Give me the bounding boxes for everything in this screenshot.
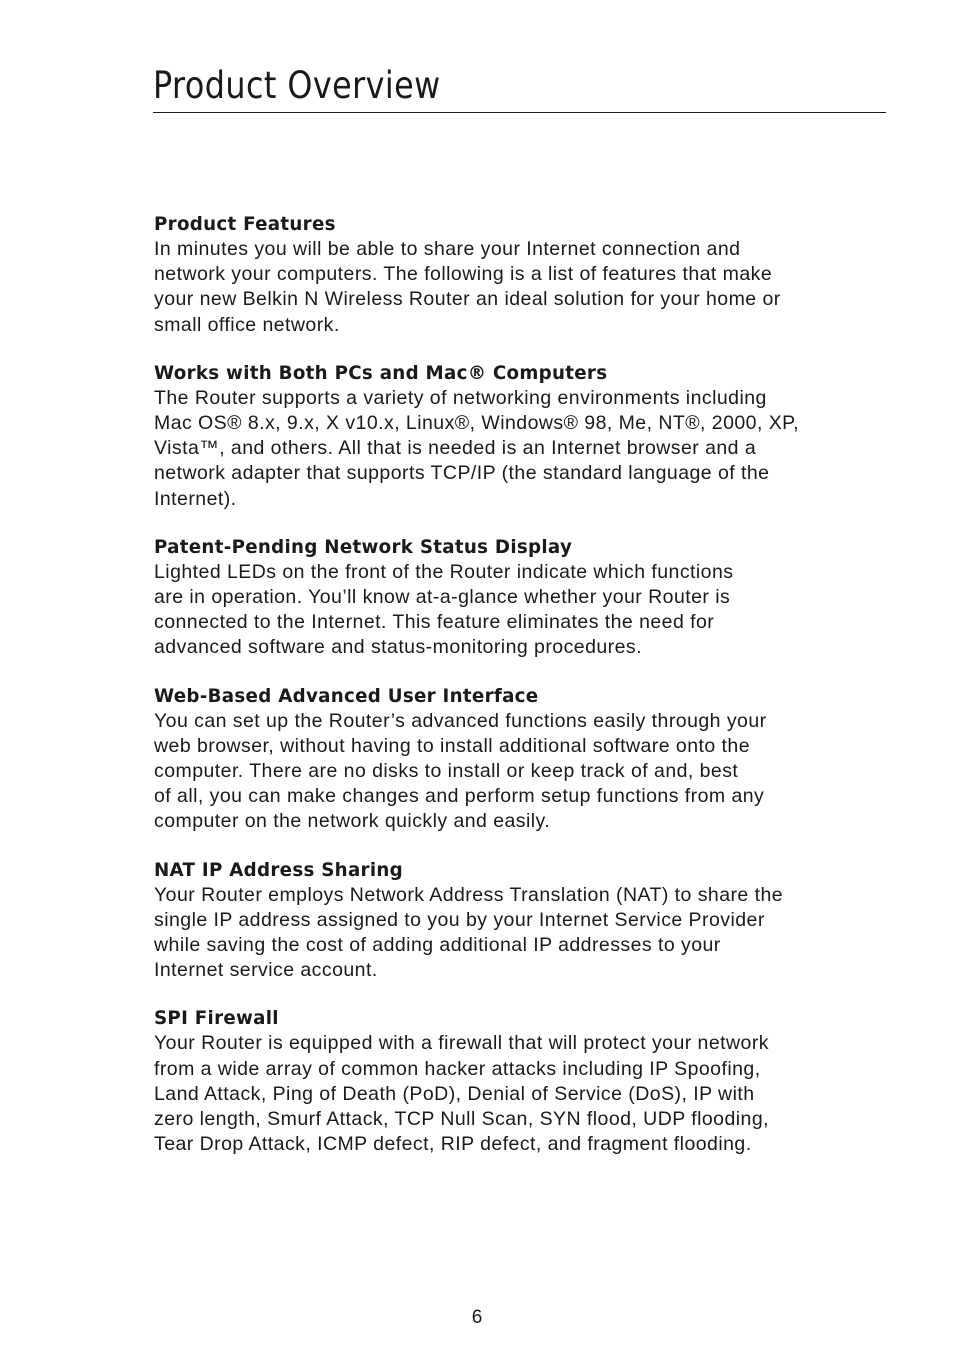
page-number: 6 xyxy=(471,1307,483,1328)
section-paragraph xyxy=(154,237,864,338)
paragraph-line: from a wide array of common hacker attacks including IP Spoofing, xyxy=(154,1057,761,1080)
paragraph-line: computer. There are no disks to install or keep track of and, best xyxy=(154,760,739,783)
paragraph-line: computer on the network quickly and easily. xyxy=(154,810,551,833)
paragraph-line: Tear Drop Attack, ICMP defect, RIP defect, and fragment flooding. xyxy=(154,1133,752,1156)
paragraph-line: your new Belkin N Wireless Router an ideal solution for your home or xyxy=(154,288,781,311)
paragraph-line: Internet service account. xyxy=(154,959,378,982)
paragraph-line: zero length, Smurf Attack, TCP Null Scan, SYN flood, UDP flooding, xyxy=(154,1108,769,1131)
paragraph-line: are in operation. You’ll know at-a-glance whether your Router is xyxy=(154,586,731,609)
paragraph-line: small office network. xyxy=(154,313,340,336)
section-pc-mac-compatibility xyxy=(154,360,864,512)
paragraph-line: Your Router is equipped with a firewall that will protect your network xyxy=(154,1032,769,1055)
section-heading: Works with Both PCs and Mac® Computers xyxy=(154,361,608,384)
section-network-status-display xyxy=(154,534,864,661)
paragraph-line: advanced software and status-monitoring procedures. xyxy=(154,636,642,659)
section-heading: SPI Firewall xyxy=(154,1007,279,1030)
title-divider xyxy=(153,112,886,113)
paragraph-line: In minutes you will be able to share your Internet connection and xyxy=(154,238,741,260)
paragraph-line: network your computers. The following is a list of features that make xyxy=(154,263,773,286)
section-heading: Web-Based Advanced User Interface xyxy=(154,684,539,707)
section-heading: NAT IP Address Sharing xyxy=(154,858,403,881)
paragraph-line: while saving the cost of adding additional IP addresses to your xyxy=(154,934,721,957)
section-heading: Product Features xyxy=(154,213,336,235)
paragraph-line: Vista™, and others. All that is needed is an Internet browser and a xyxy=(154,437,757,460)
section-paragraph xyxy=(154,560,864,661)
paragraph-line: of all, you can make changes and perform setup functions from any xyxy=(154,785,765,808)
section-web-user-interface xyxy=(154,683,864,835)
page-title: Product Overview xyxy=(153,64,441,107)
paragraph-line: network adapter that supports TCP/IP (the standard language of the xyxy=(154,462,770,485)
paragraph-line: Lighted LEDs on the front of the Router indicate which functions xyxy=(154,560,734,583)
section-paragraph xyxy=(154,709,864,835)
section-spi-firewall xyxy=(154,1005,864,1157)
paragraph-line: web browser, without having to install additional software onto the xyxy=(154,734,750,757)
section-paragraph xyxy=(154,883,864,984)
paragraph-line: Mac OS® 8.x, 9.x, X v10.x, Linux®, Windows® 98, Me, NT®, 2000, XP, xyxy=(154,412,799,435)
paragraph-line: The Router supports a variety of networking environments including xyxy=(154,386,767,409)
paragraph-line: Land Attack, Ping of Death (PoD), Denial of Service (DoS), IP with xyxy=(154,1082,755,1105)
paragraph-line: You can set up the Router’s advanced functions easily through your xyxy=(154,709,767,732)
paragraph-line: Internet). xyxy=(154,487,237,510)
document-body xyxy=(154,211,864,1179)
paragraph-line: single IP address assigned to you by your Internet Service Provider xyxy=(154,908,765,931)
paragraph-line: connected to the Internet. This feature eliminates the need for xyxy=(154,611,715,634)
section-nat-ip-sharing xyxy=(154,857,864,984)
section-paragraph xyxy=(154,386,864,512)
section-heading: Patent-Pending Network Status Display xyxy=(154,535,573,558)
paragraph-line: Your Router employs Network Address Translation (NAT) to share the xyxy=(154,883,784,906)
section-product-features xyxy=(154,211,864,338)
section-paragraph xyxy=(154,1031,864,1157)
